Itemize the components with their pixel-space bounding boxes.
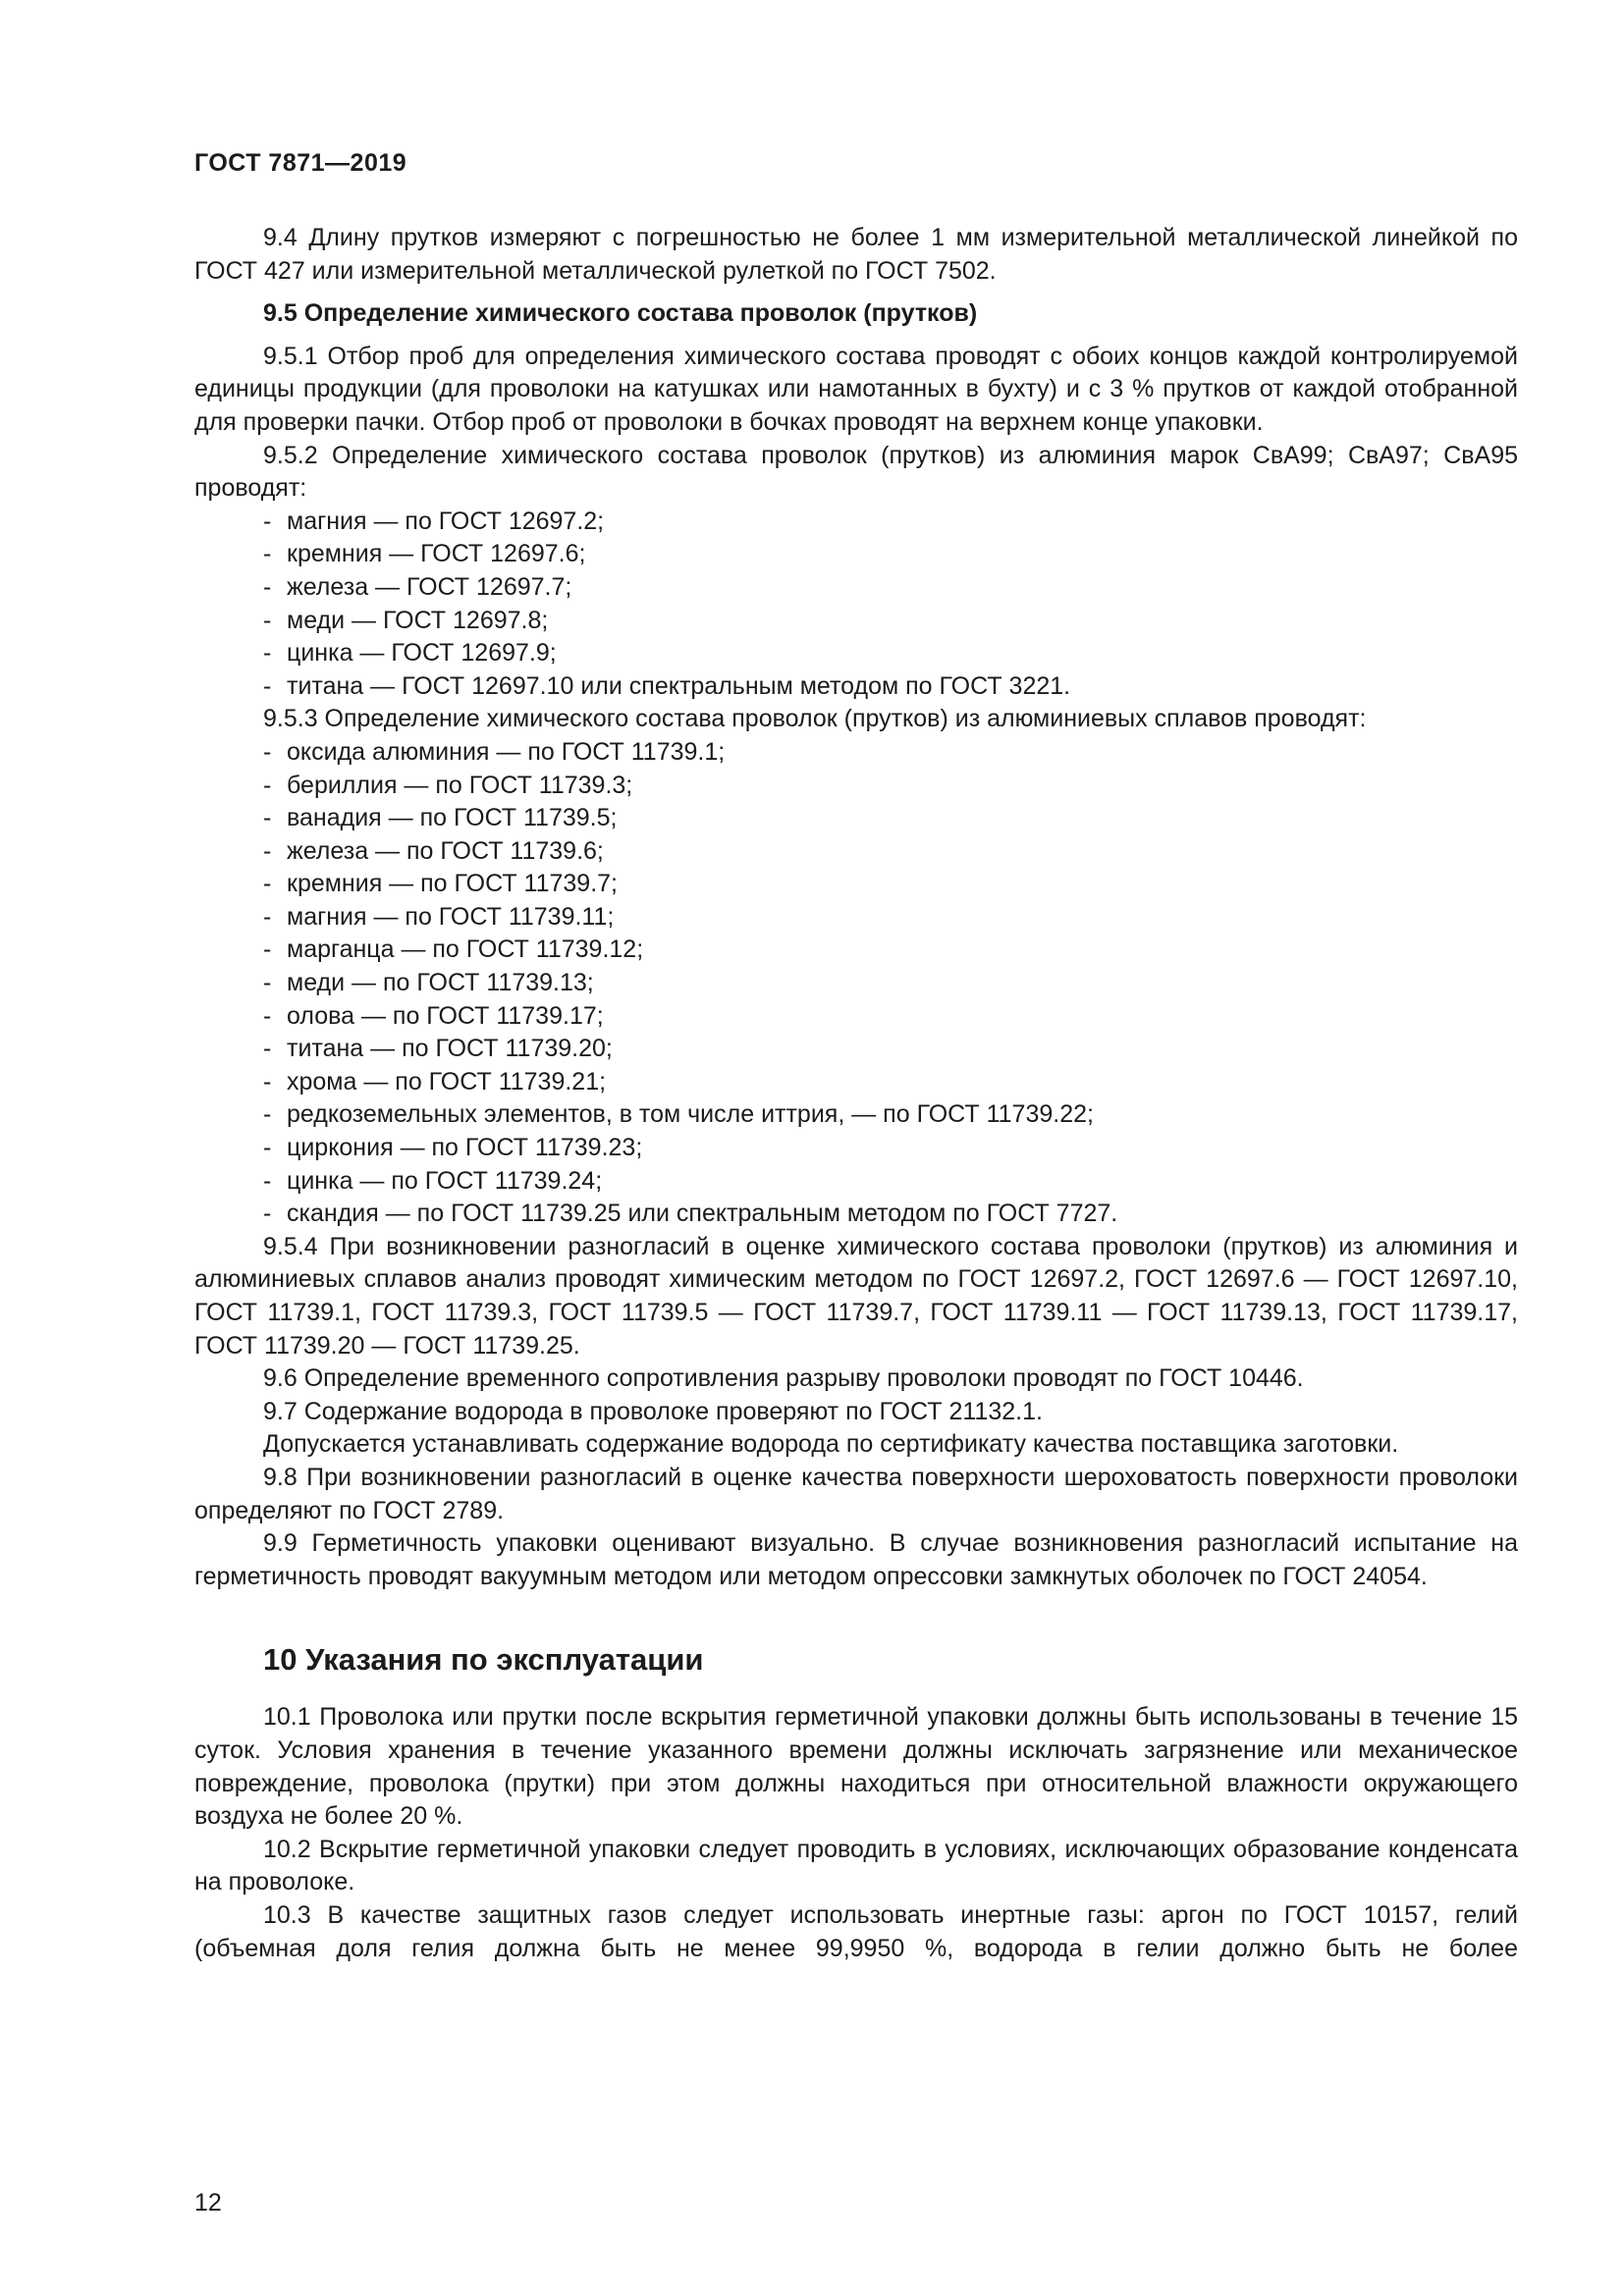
list-item: - олова — по ГОСТ 11739.17; bbox=[194, 1000, 1518, 1034]
paragraph-9-5-3: 9.5.3 Определение химического состава проволок (прутков) из алюминиевых сплавов проводят: bbox=[263, 705, 1367, 733]
list-item: - кремния — по ГОСТ 11739.7; bbox=[194, 868, 1518, 901]
paragraph-9-4: 9.4 Длину прутков измеряют с погрешностью не более 1 мм измерительной металлической линейкой по ГОСТ 427 или измерительной металлической рулеткой по ГОСТ 7502. bbox=[194, 224, 1518, 285]
paragraph-10-2: 10.2 Вскрытие герметичной упаковки следует проводить в условиях, исключающих образование конденсата на проволоке. bbox=[194, 1835, 1518, 1896]
list-item: - кремния — ГОСТ 12697.6; bbox=[194, 538, 1518, 571]
page-number: 12 bbox=[194, 2189, 222, 2216]
paragraph-9-5-2: 9.5.2 Определение химического состава проволок (прутков) из алюминия марок СвА99; СвА97; СвА95 проводят: bbox=[194, 441, 1518, 503]
list-item: - титана — по ГОСТ 11739.20; bbox=[194, 1033, 1518, 1066]
list-item: - бериллия — по ГОСТ 11739.3; bbox=[194, 770, 1518, 803]
list-9-5-3 bbox=[194, 736, 1518, 1231]
list-item: - скандия — по ГОСТ 11739.25 или спектральным методом по ГОСТ 7727. bbox=[194, 1198, 1518, 1231]
document-body bbox=[194, 222, 1518, 1965]
list-item: - меди — ГОСТ 12697.8; bbox=[194, 605, 1518, 638]
list-item: - железа — по ГОСТ 11739.6; bbox=[194, 835, 1518, 869]
list-item: - железа — ГОСТ 12697.7; bbox=[194, 571, 1518, 605]
list-item: - магния — по ГОСТ 12697.2; bbox=[194, 506, 1518, 539]
list-item: - титана — ГОСТ 12697.10 или спектральным методом по ГОСТ 3221. bbox=[194, 670, 1518, 704]
paragraph-9-5-4: 9.5.4 При возникновении разногласий в оценке химического состава проволоки (прутков) из алюминия и алюминиевых сплавов анализ проводят химическим методом по ГОСТ 12697.2, ГОСТ 12697.6 — ГОСТ 12697.10, ГОСТ 11739.1, ГОСТ 11739.3, ГОСТ 11739.5 — ГОСТ 11739.7, ГОСТ 11739.11 — ГОСТ 11739.13, ГОСТ 11739.17, ГОСТ 11739.20 — ГОСТ 11739.25. bbox=[194, 1232, 1518, 1360]
list-item: - редкоземельных элементов, в том числе иттрия, — по ГОСТ 11739.22; bbox=[194, 1098, 1518, 1132]
paragraph-10-1: 10.1 Проволока или прутки после вскрытия герметичной упаковки должны быть использованы в течение 15 суток. Условия хранения в течение указанного времени должны исключать загрязнение или механическое повреждение, проволока (прутки) при этом должны находиться при относительной влажности окружающего воздуха не более 20 %. bbox=[194, 1703, 1518, 1831]
paragraph-9-7: 9.7 Содержание водорода в проволоке проверяют по ГОСТ 21132.1. bbox=[263, 1397, 1043, 1425]
list-item: - циркония — по ГОСТ 11739.23; bbox=[194, 1132, 1518, 1165]
list-item: - магния — по ГОСТ 11739.11; bbox=[194, 901, 1518, 934]
list-item: - цинка — по ГОСТ 11739.24; bbox=[194, 1165, 1518, 1199]
paragraph-9-5-1: 9.5.1 Отбор проб для определения химического состава проводят с обоих концов каждой контролируемой единицы продукции (для проволоки на катушках или намотанных в бухту) и с 3 % прутков от каждой отобранной для проверки пачки. Отбор проб от проволоки в бочках проводят на верхнем конце упаковки. bbox=[194, 342, 1518, 436]
list-9-5-2 bbox=[194, 506, 1518, 704]
list-item: - ванадия — по ГОСТ 11739.5; bbox=[194, 802, 1518, 835]
paragraph-9-8: 9.8 При возникновении разногласий в оценке качества поверхности шероховатость поверхности проволоки определяют по ГОСТ 2789. bbox=[194, 1463, 1518, 1524]
list-item: - марганца — по ГОСТ 11739.12; bbox=[194, 934, 1518, 967]
paragraph-9-6: 9.6 Определение временного сопротивления разрыву проволоки проводят по ГОСТ 10446. bbox=[263, 1364, 1304, 1393]
list-item: - меди — по ГОСТ 11739.13; bbox=[194, 967, 1518, 1000]
list-item: - цинка — ГОСТ 12697.9; bbox=[194, 637, 1518, 670]
document-header: ГОСТ 7871—2019 bbox=[194, 149, 407, 177]
paragraph-9-9: 9.9 Герметичность упаковки оценивают визуально. В случае возникновения разногласий испытание на герметичность проводят вакуумным методом или методом опрессовки замкнутых оболочек по ГОСТ 24054. bbox=[194, 1529, 1518, 1590]
section-heading-10: 10 Указания по эксплуатации bbox=[263, 1642, 704, 1678]
list-item: - оксида алюминия — по ГОСТ 11739.1; bbox=[194, 736, 1518, 770]
subsection-heading-9-5: 9.5 Определение химического состава проволок (прутков) bbox=[263, 299, 978, 328]
paragraph-9-7-note: Допускается устанавливать содержание водорода по сертификату качества поставщика заготовки. bbox=[263, 1430, 1399, 1459]
paragraph-10-3: 10.3 В качестве защитных газов следует использовать инертные газы: аргон по ГОСТ 10157, гелий (объемная доля гелия должна быть не менее 99,9950 %, водорода в гелии должно быть не более bbox=[194, 1900, 1518, 1962]
list-item: - хрома — по ГОСТ 11739.21; bbox=[194, 1066, 1518, 1099]
